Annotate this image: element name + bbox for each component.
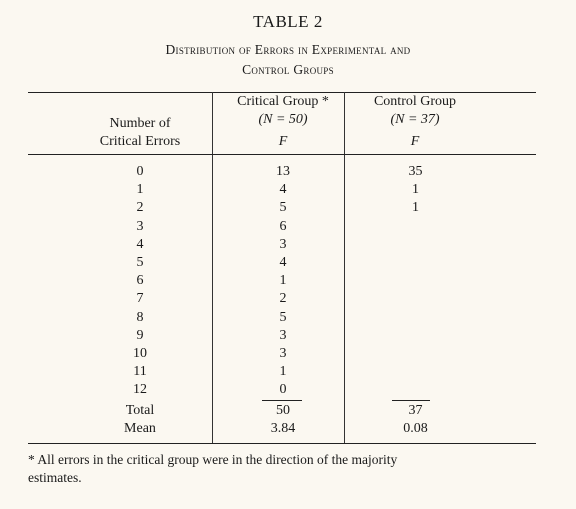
- critical-mean: 3.84: [270, 421, 296, 436]
- row-errors: 2: [136, 200, 144, 215]
- bottom-rule: [28, 443, 536, 444]
- row-errors: 7: [136, 291, 144, 306]
- header-control-group: Control Group: [373, 94, 457, 109]
- row-errors: 0: [136, 164, 144, 179]
- header-number-of: Number of: [109, 116, 171, 131]
- row-errors: 10: [133, 346, 147, 361]
- row-critical-f: 4: [279, 182, 287, 197]
- header-critical-f: F: [278, 134, 288, 149]
- header-critical-group: Critical Group *: [237, 94, 329, 109]
- row-control-f: 1: [412, 200, 419, 215]
- footnote-line1: * All errors in the critical group were in the direction of the majority: [28, 452, 398, 467]
- row-errors: 12: [133, 382, 147, 397]
- row-control-f: 35: [408, 164, 423, 179]
- header-rule: [28, 154, 536, 155]
- header-control-n: (N = 37): [390, 112, 440, 127]
- footnote-line2: estimates.: [28, 470, 82, 485]
- row-errors: 1: [136, 182, 144, 197]
- row-critical-f: 6: [279, 219, 287, 234]
- row-critical-f: 0: [279, 382, 287, 397]
- row-critical-f: 5: [279, 200, 287, 215]
- row-critical-f: 5: [279, 310, 287, 325]
- control-mean: 0.08: [403, 421, 428, 436]
- table-caption-line1: Distribution of Errors in Experimental and: [165, 42, 411, 57]
- row-errors: 3: [136, 219, 144, 234]
- row-errors: 11: [133, 364, 147, 379]
- row-control-f: 1: [412, 182, 419, 197]
- row-errors: 8: [136, 310, 144, 325]
- table-label: TABLE 2: [253, 12, 323, 31]
- critical-total: 50: [276, 403, 290, 418]
- row-critical-f: 3: [279, 346, 287, 361]
- table-caption-line2: Control Groups: [242, 62, 334, 77]
- row-critical-f: 13: [276, 164, 290, 179]
- header-critical-errors: Critical Errors: [99, 134, 181, 149]
- row-errors: 4: [136, 237, 144, 252]
- row-critical-f: 1: [279, 273, 287, 288]
- header-critical-n: (N = 50): [258, 112, 308, 127]
- row-errors: 6: [136, 273, 144, 288]
- header-control-f: F: [410, 134, 420, 149]
- column-divider-1: [212, 92, 213, 444]
- row-critical-f: 4: [279, 255, 287, 270]
- total-label: Total: [125, 403, 155, 418]
- row-errors: 5: [136, 255, 144, 270]
- top-rule: [28, 92, 536, 93]
- row-critical-f: 1: [279, 364, 287, 379]
- control-total: 37: [408, 403, 423, 418]
- mean-label: Mean: [124, 421, 156, 436]
- row-critical-f: 3: [279, 328, 287, 343]
- row-critical-f: 2: [279, 291, 287, 306]
- row-errors: 9: [136, 328, 144, 343]
- column-divider-2: [344, 92, 345, 444]
- row-critical-f: 3: [279, 237, 287, 252]
